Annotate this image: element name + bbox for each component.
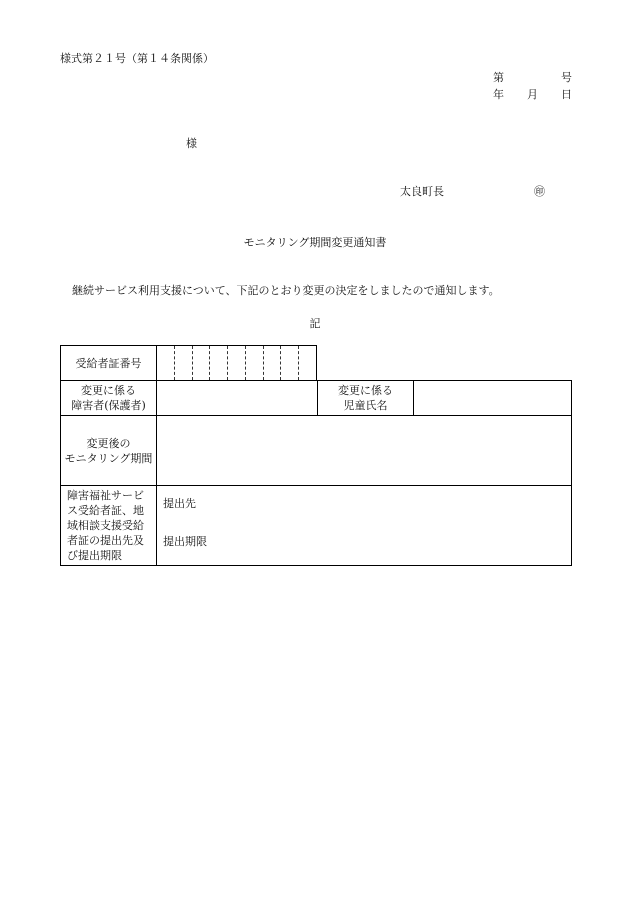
- period-label-line2: モニタリング期間: [64, 451, 153, 465]
- digit-box[interactable]: [174, 346, 192, 380]
- notification-table: [60, 380, 572, 566]
- period-label-line1: 変更後の: [86, 436, 131, 450]
- person-name-field[interactable]: [157, 381, 318, 416]
- date-year-label: 年: [493, 88, 504, 101]
- recipient-cert-no-field[interactable]: [157, 346, 317, 381]
- child-name-field[interactable]: [414, 381, 572, 416]
- document-title: モニタリング期間変更通知書: [243, 236, 387, 249]
- child-label-line2: 児童氏名: [343, 399, 388, 412]
- form-number: 様式第２１号（第１４条関係）: [60, 52, 214, 65]
- submission-label: 障害福祉サービス受給者証、地域相談支援受給者証の提出先及び提出期限: [61, 486, 157, 566]
- document-number-suffix: 号: [561, 71, 572, 84]
- submission-field[interactable]: [157, 486, 572, 566]
- issuer-name: 太良町長: [400, 185, 444, 198]
- date-day-label: 日: [561, 88, 572, 101]
- digit-box[interactable]: [263, 346, 281, 380]
- person-label: [61, 381, 157, 416]
- recipient-cert-table: [60, 345, 317, 381]
- digit-box[interactable]: [298, 346, 316, 380]
- digit-box[interactable]: [209, 346, 227, 380]
- seal-mark: ㊞: [534, 185, 545, 198]
- child-label: [318, 381, 414, 416]
- person-label-line2: 障害者(保護者): [71, 399, 146, 412]
- body-text: 継続サービス利用支援について、下記のとおり変更の決定をしましたので通知します。: [72, 284, 500, 297]
- digit-box[interactable]: [192, 346, 210, 380]
- period-field[interactable]: [157, 416, 572, 486]
- digit-box-row: [157, 346, 316, 380]
- recipient-cert-no-label: 受給者証番号: [61, 346, 157, 381]
- child-label-line1: 変更に係る: [338, 384, 393, 397]
- submit-deadline-label: 提出期限: [163, 535, 207, 548]
- digit-box[interactable]: [157, 346, 174, 380]
- ki-marker: 記: [309, 317, 321, 330]
- submit-to-label: 提出先: [163, 497, 196, 510]
- digit-box[interactable]: [227, 346, 245, 380]
- digit-box[interactable]: [245, 346, 263, 380]
- date-month-label: 月: [527, 88, 538, 101]
- digit-box[interactable]: [280, 346, 298, 380]
- document-number-prefix: 第: [493, 71, 504, 84]
- person-label-line1: 変更に係る: [81, 384, 136, 397]
- period-label: [61, 416, 157, 486]
- addressee-honorific: 様: [186, 137, 197, 150]
